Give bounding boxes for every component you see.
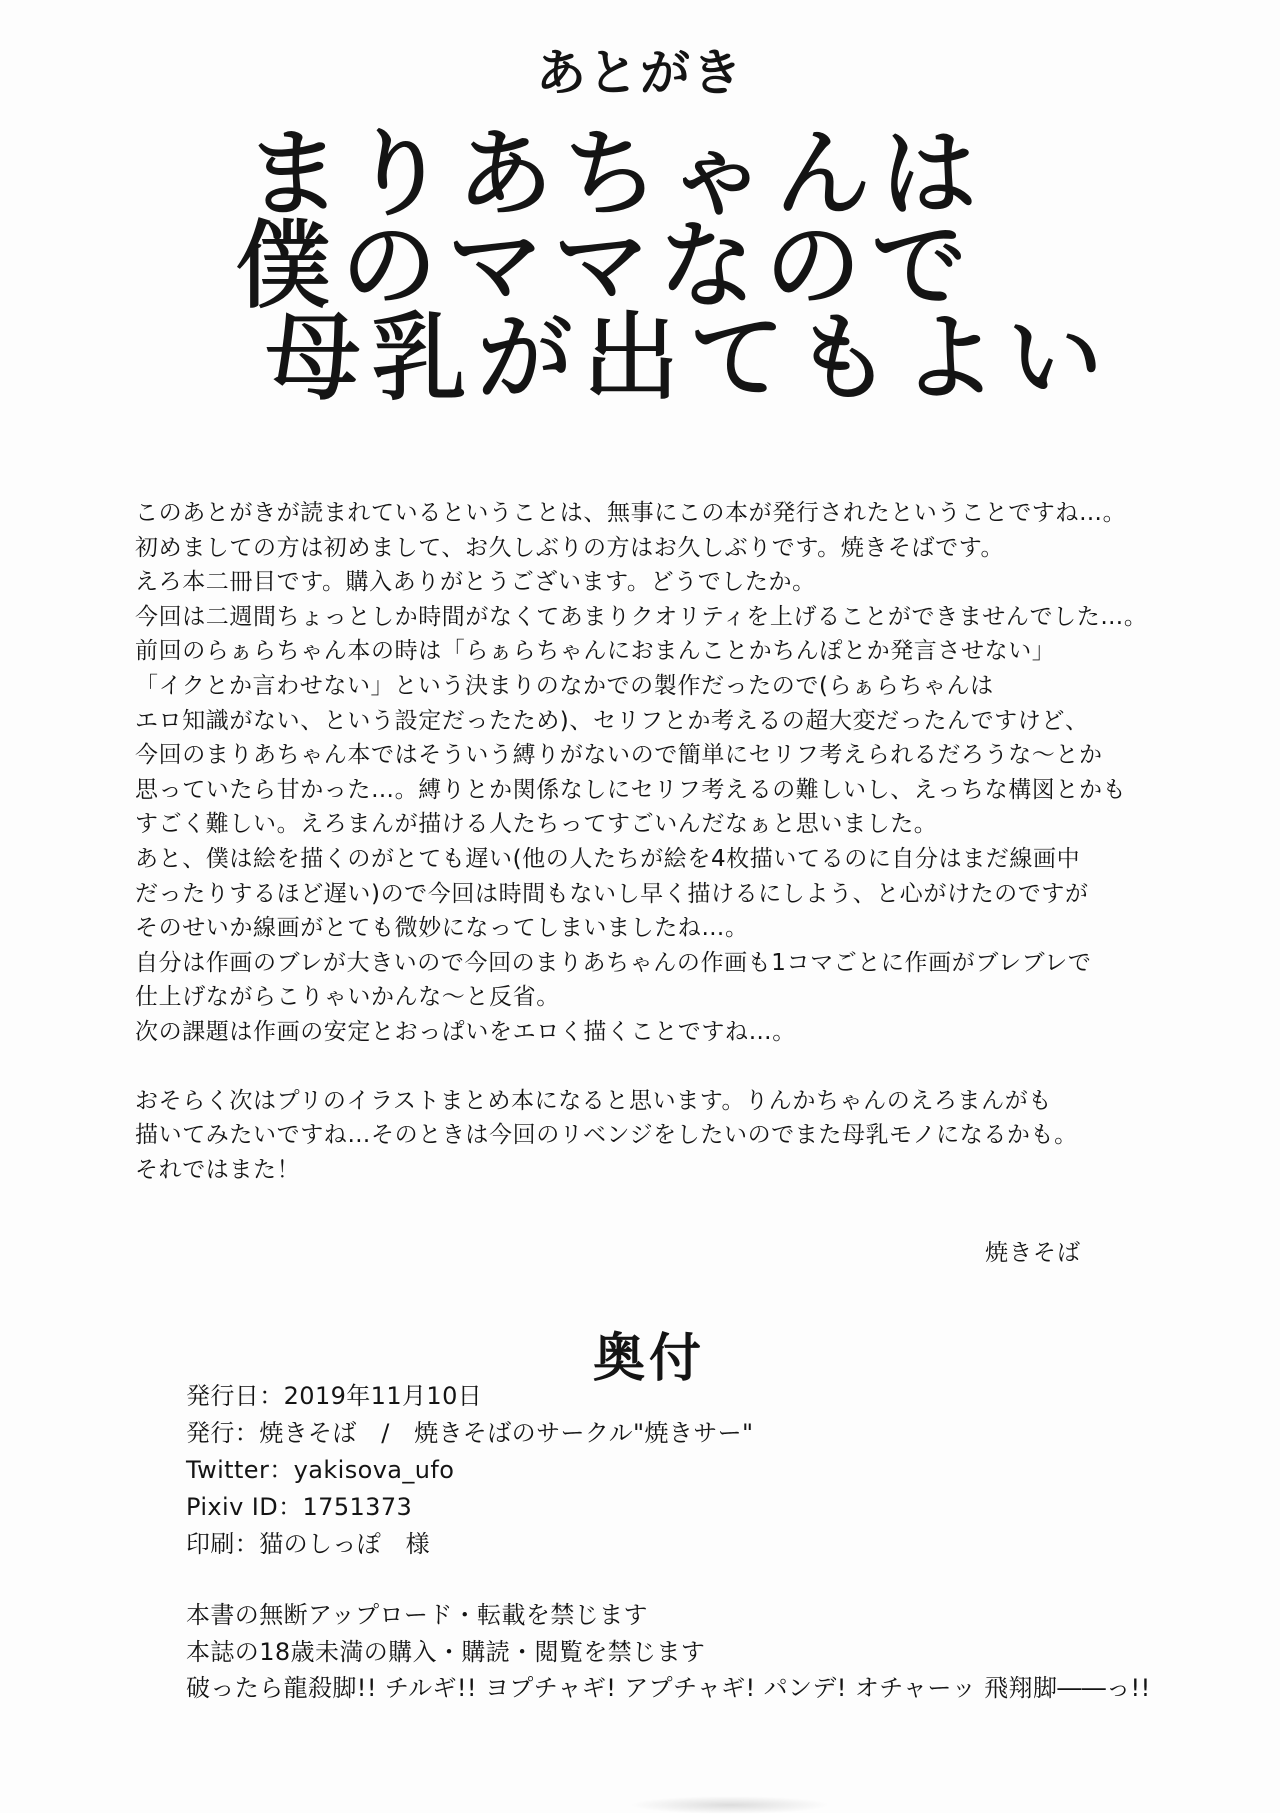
closing-line: それではまた！ xyxy=(135,1156,301,1183)
body-line: あと、僕は絵を描くのがとても遅い(他の人たちが絵を4枚描いてるのに自分はまだ線画中 xyxy=(135,845,1081,872)
author-signature: 焼きそば xyxy=(985,1240,1081,1266)
body-line: 初めましての方は初めまして、お久しぶりの方はお久しぶりです。焼きそばです。 xyxy=(135,534,1005,561)
colophon-publisher: 発行：焼きそば / 焼きそばのサークル"焼きサー" xyxy=(186,1419,754,1447)
colophon-printer: 印刷：猫のしっぽ 様 xyxy=(186,1530,430,1558)
paragraph-gap xyxy=(135,1050,1235,1084)
body-line: 前回のらぁらちゃん本の時は「らぁらちゃんにおまんことかちんぽとか発言させない」 xyxy=(135,638,1056,665)
colophon-notices xyxy=(186,1597,1186,1707)
body-line: そのせいか線画がとても微妙になってしまいましたね…。 xyxy=(135,915,749,942)
title-line: 僕のママなので xyxy=(235,210,977,322)
body-line: えろ本二冊目です。購入ありがとうございます。どうでしたか。 xyxy=(135,569,816,596)
closing-line: おそらく次はプリのイラストまとめ本になると思います。りんかちゃんのえろまんがも xyxy=(135,1087,1052,1114)
colophon-heading: 奥付 xyxy=(592,1329,705,1389)
body-line: 「イクとか言わせない」という決まりのなかでの製作だったので(らぁらちゃんは xyxy=(135,672,994,699)
colophon-pixiv-id: Pixiv ID：1751373 xyxy=(186,1493,413,1521)
colophon-details xyxy=(186,1378,1086,1563)
colophon-twitter: Twitter：yakisova_ufo xyxy=(186,1456,455,1484)
body-line: 仕上げながらこりゃいかんな〜と反省。 xyxy=(135,984,560,1011)
body-line: 今回のまりあちゃん本ではそういう縛りがないので簡単にセリフ考えられるだろうな〜とか xyxy=(135,742,1103,769)
afterword-body xyxy=(135,496,1235,1187)
scan-smudge xyxy=(630,1796,830,1814)
handwritten-title xyxy=(235,118,1113,414)
body-line: すごく難しい。えろまんが描ける人たちってすごいんだなぁと思いました。 xyxy=(135,811,938,838)
body-line: このあとがきが読まれているということは、無事にこの本が発行されたということですね…。 xyxy=(135,500,1127,526)
body-line: 次の課題は作画の安定とおっぱいをエロく描くことですね…。 xyxy=(135,1018,796,1045)
title-line: 母乳が出てもよい xyxy=(265,302,1113,414)
body-line: 思っていたら甘かった…。縛りとか関係なしにセリフ考えるの難しいし、えっちな構図とかも xyxy=(135,776,1127,803)
colophon-issue-date: 発行日：2019年11月10日 xyxy=(186,1382,483,1410)
body-line: 今回は二週間ちょっとしか時間がなくてあまりクオリティを上げることができませんでした…。 xyxy=(135,603,1148,630)
notice-line: 破ったら龍殺脚!! チルギ!! ヨプチャギ! アプチャギ! パンデ! オチャーッ 飛翔脚――っ!! xyxy=(186,1674,1151,1702)
notice-line: 本誌の18歳未満の購入・購読・閲覧を禁じます xyxy=(186,1637,706,1666)
body-line: だったりするほど遅い)ので今回は時間もないし早く描けるにしよう、と心がけたのですが xyxy=(135,880,1089,907)
title-line: まりあちゃんは xyxy=(245,118,987,230)
afterword-heading: あとがき xyxy=(536,44,744,102)
notice-line: 本書の無断アップロード・転載を禁じます xyxy=(186,1601,648,1629)
closing-line: 描いてみたいですね…そのときは今回のリベンジをしたいのでまた母乳モノになるかも。 xyxy=(135,1122,1078,1149)
body-line: エロ知識がない、という設定だったため)、セリフとか考えるの超大変だったんですけど、 xyxy=(135,707,1089,734)
body-line: 自分は作画のブレが大きいので今回のまりあちゃんの作画も1コマごとに作画がブレブレで xyxy=(135,949,1092,976)
